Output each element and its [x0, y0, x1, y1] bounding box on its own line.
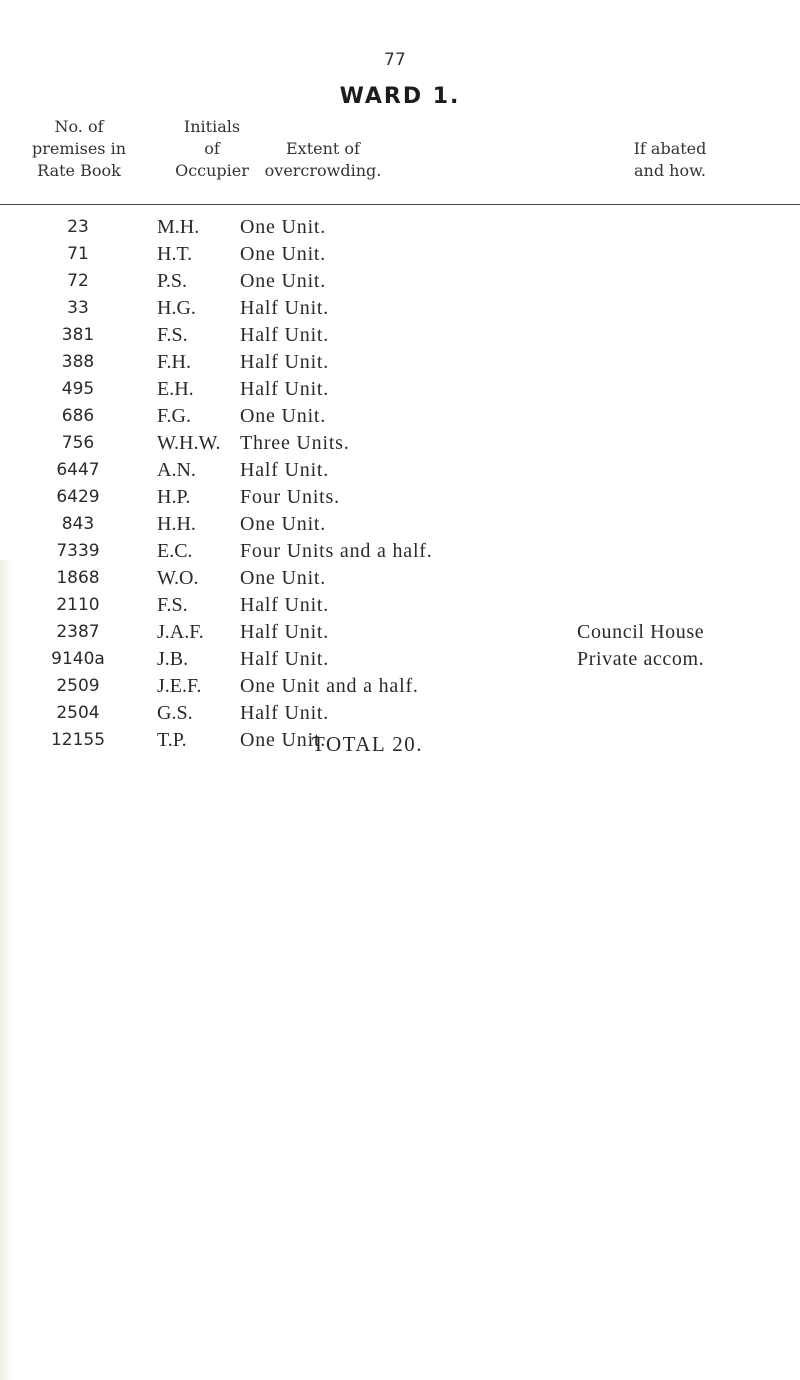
- premises-cell: 6429: [56, 487, 100, 507]
- extent-cell: Four Units and a half.: [240, 540, 433, 562]
- extent-cell: Half Unit.: [240, 459, 330, 481]
- extent-cell: Four Units.: [240, 486, 340, 508]
- table-row: [0, 322, 800, 349]
- premises-cell: 756: [61, 433, 95, 453]
- table-row: [0, 619, 800, 646]
- initials-cell: F.S.: [157, 324, 188, 346]
- extent-cell: Half Unit.: [240, 621, 330, 643]
- column-header-extent: [238, 138, 408, 182]
- page-margin-shading: [0, 560, 14, 1380]
- premises-cell: 2509: [56, 676, 100, 696]
- header-line: overcrowding.: [264, 161, 382, 180]
- initials-cell: J.A.F.: [157, 621, 204, 643]
- table-row: [0, 511, 800, 538]
- table-row: [0, 241, 800, 268]
- extent-cell: Half Unit.: [240, 702, 330, 724]
- extent-cell: One Unit.: [240, 270, 327, 292]
- initials-cell: J.E.F.: [157, 675, 202, 697]
- extent-cell: Three Units.: [240, 432, 350, 454]
- initials-cell: H.H.: [157, 513, 196, 535]
- premises-cell: 843: [61, 514, 95, 534]
- extent-cell: One Unit and a half.: [240, 675, 419, 697]
- page-number: 77: [384, 50, 406, 70]
- premises-cell: 33: [67, 298, 89, 318]
- table-row: [0, 376, 800, 403]
- extent-cell: One Unit.: [240, 513, 327, 535]
- extent-cell: One Unit.: [240, 729, 327, 751]
- initials-cell: J.B.: [157, 648, 189, 670]
- table-row: [0, 214, 800, 241]
- initials-cell: H.T.: [157, 243, 193, 265]
- table-row: [0, 673, 800, 700]
- premises-cell: 7339: [56, 541, 100, 561]
- extent-cell: Half Unit.: [240, 324, 330, 346]
- premises-cell: 686: [61, 406, 95, 426]
- table-row: [0, 295, 800, 322]
- header-line: No. of: [54, 117, 104, 136]
- header-line: Occupier: [175, 161, 249, 180]
- initials-cell: W.O.: [157, 567, 199, 589]
- header-line: If abated: [633, 139, 707, 158]
- header-line: of: [204, 139, 220, 158]
- premises-cell: 12155: [50, 730, 106, 750]
- initials-cell: T.P.: [157, 729, 187, 751]
- initials-cell: F.G.: [157, 405, 191, 427]
- initials-cell: M.H.: [157, 216, 200, 238]
- table-row: [0, 700, 800, 727]
- initials-cell: A.N.: [157, 459, 196, 481]
- abated-cell: Private accom.: [577, 648, 705, 670]
- table-row: [0, 457, 800, 484]
- premises-cell: 2110: [56, 595, 100, 615]
- extent-cell: One Unit.: [240, 243, 327, 265]
- table-row: [0, 403, 800, 430]
- table-row: [0, 565, 800, 592]
- header-line: Rate Book: [37, 161, 121, 180]
- initials-cell: P.S.: [157, 270, 188, 292]
- premises-cell: 6447: [56, 460, 100, 480]
- premises-cell: 71: [67, 244, 89, 264]
- premises-cell: 23: [67, 217, 89, 237]
- table-row: [0, 538, 800, 565]
- header-line: Extent of: [286, 139, 360, 158]
- table-row: [0, 592, 800, 619]
- extent-cell: Half Unit.: [240, 351, 330, 373]
- header-line: Initials: [183, 117, 241, 136]
- premises-cell: 381: [61, 325, 95, 345]
- table-row: [0, 349, 800, 376]
- premises-cell: 1868: [56, 568, 100, 588]
- header-divider: [0, 204, 800, 205]
- extent-cell: One Unit.: [240, 405, 327, 427]
- premises-cell: 2387: [56, 622, 100, 642]
- initials-cell: F.S.: [157, 594, 188, 616]
- extent-cell: One Unit.: [240, 216, 327, 238]
- premises-cell: 388: [61, 352, 95, 372]
- initials-cell: E.H.: [157, 378, 194, 400]
- column-header-abated: [600, 138, 740, 182]
- premises-cell: 495: [61, 379, 95, 399]
- extent-cell: Half Unit.: [240, 648, 330, 670]
- header-line: premises in: [31, 139, 127, 158]
- extent-cell: Half Unit.: [240, 297, 330, 319]
- premises-cell: 9140a: [51, 649, 105, 669]
- table-row: [0, 484, 800, 511]
- initials-cell: H.P.: [157, 486, 191, 508]
- total-line: TOTAL 20.: [312, 732, 423, 756]
- initials-cell: H.G.: [157, 297, 196, 319]
- extent-cell: Half Unit.: [240, 378, 330, 400]
- header-line: and how.: [634, 161, 706, 180]
- initials-cell: F.H.: [157, 351, 191, 373]
- premises-cell: 72: [67, 271, 89, 291]
- table-row: [0, 268, 800, 295]
- initials-cell: G.S.: [157, 702, 193, 724]
- page-title: WARD 1.: [339, 84, 461, 109]
- table-row: [0, 430, 800, 457]
- table-row: [0, 646, 800, 673]
- extent-cell: One Unit.: [240, 567, 327, 589]
- premises-cell: 2504: [56, 703, 100, 723]
- extent-cell: Half Unit.: [240, 594, 330, 616]
- initials-cell: E.C.: [157, 540, 193, 562]
- initials-cell: W.H.W.: [157, 432, 221, 454]
- abated-cell: Council House: [577, 621, 705, 643]
- table-body: [0, 214, 800, 754]
